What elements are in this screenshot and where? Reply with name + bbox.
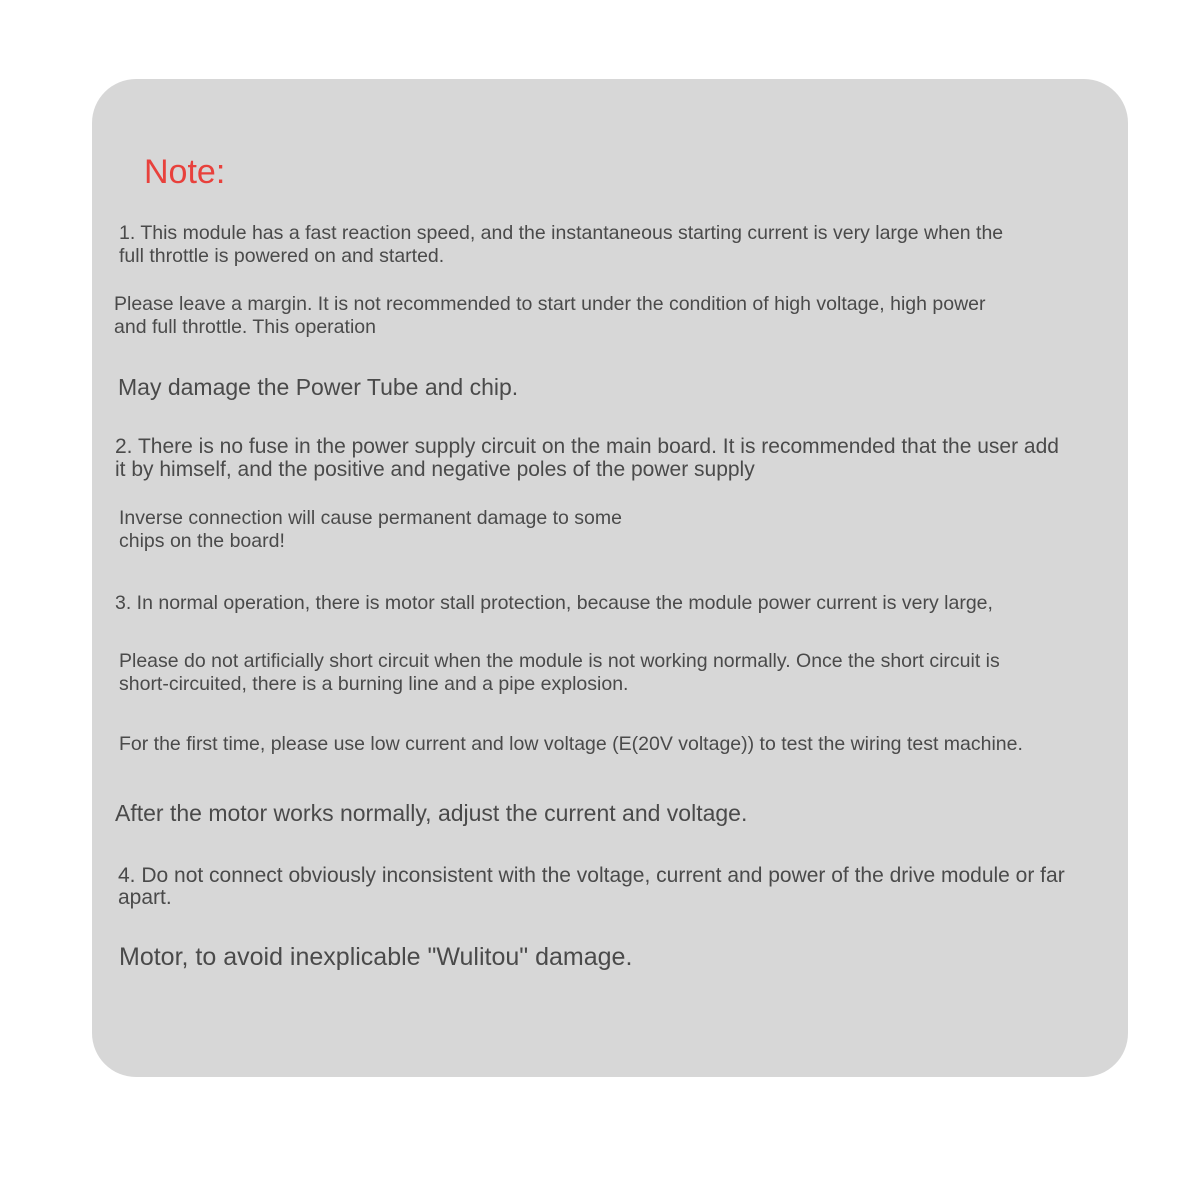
note-card	[92, 79, 1128, 1077]
note-title: Note:	[144, 153, 226, 191]
note-item-1-line-1: 1. This module has a fast reaction speed, and the instantaneous starting current is very large when the	[119, 222, 1004, 244]
note-item-2-line-1: 2. There is no fuse in the power supply circuit on the main board. It is recommended that the user add	[115, 435, 1059, 458]
note-item-1-detail-line-2: and full throttle. This operation	[114, 316, 376, 338]
note-item-3-detail-line-1: Please do not artificially short circuit when the module is not working normally. Once the short circuit is	[119, 650, 1000, 672]
note-item-1-warning: May damage the Power Tube and chip.	[118, 374, 519, 400]
note-item-3-detail-line-2: short-circuited, there is a burning line and a pipe explosion.	[119, 673, 629, 695]
note-item-4-line-1: 4. Do not connect obviously inconsistent with the voltage, current and power of the drive module or far	[118, 864, 1065, 887]
note-item-4-line-2: apart.	[118, 886, 172, 909]
note-item-3-first-test: For the first time, please use low current and low voltage (E(20V voltage)) to test the wiring test machine.	[119, 733, 1023, 755]
note-item-1-detail-line-1: Please leave a margin. It is not recommended to start under the condition of high voltage, high power	[114, 293, 986, 315]
note-item-1-line-2: full throttle is powered on and started.	[119, 245, 445, 267]
note-item-3-adjust: After the motor works normally, adjust the current and voltage.	[115, 800, 748, 826]
note-item-2-detail-line-2: chips on the board!	[119, 530, 285, 552]
note-item-2-detail-line-1: Inverse connection will cause permanent damage to some	[119, 507, 622, 529]
note-item-4-detail: Motor, to avoid inexplicable "Wulitou" damage.	[119, 943, 633, 971]
note-item-2-line-2: it by himself, and the positive and negative poles of the power supply	[115, 458, 755, 481]
note-item-3: 3. In normal operation, there is motor stall protection, because the module power current is very large,	[115, 592, 993, 614]
